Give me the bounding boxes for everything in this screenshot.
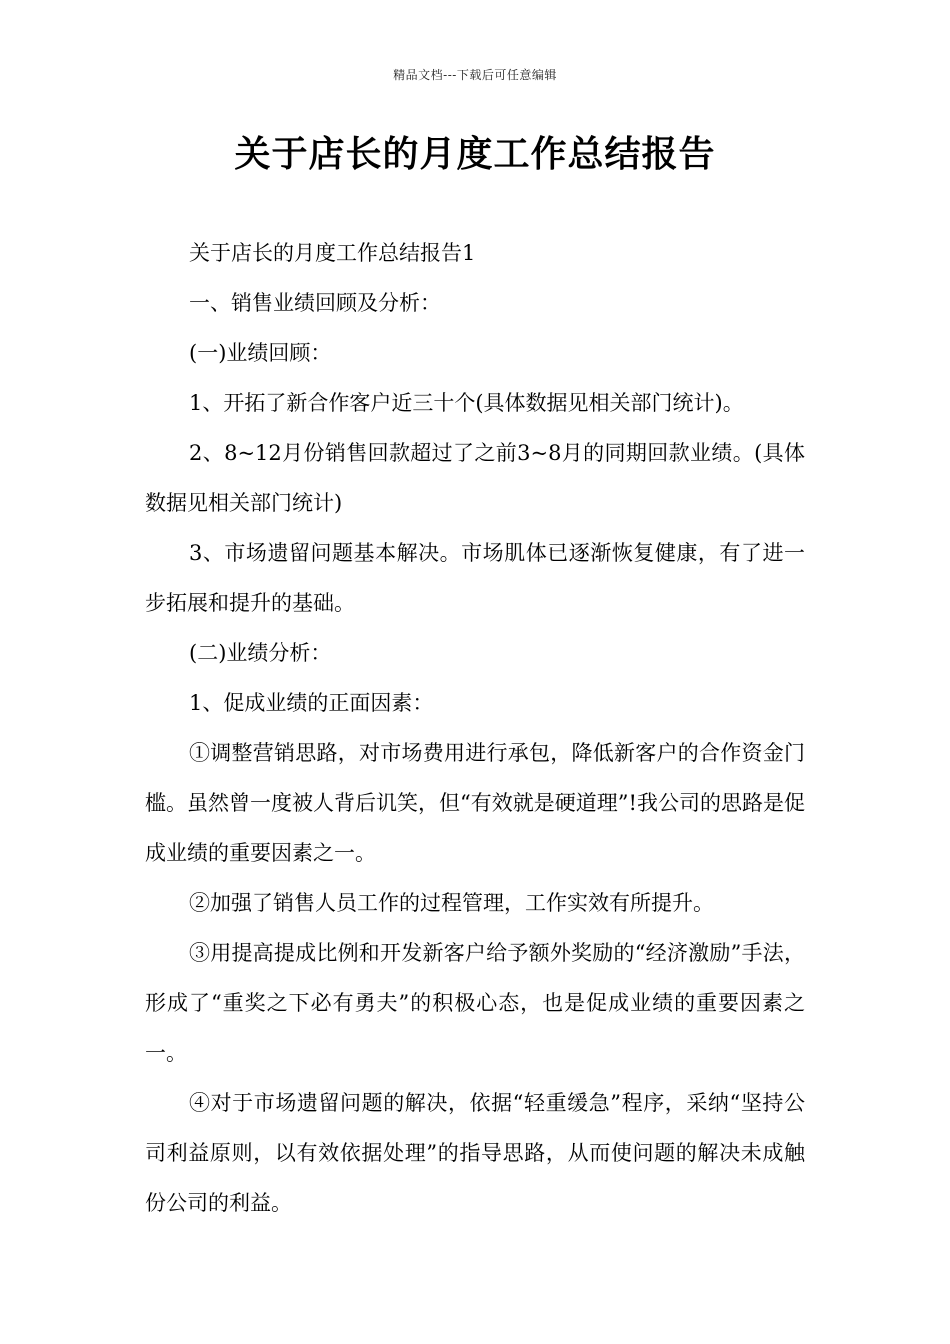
paragraph-factor-3: ③用提高提成比例和开发新客户给予额外奖励的“经济激励”手法，形成了“重奖之下必有勇夫”的积极心态，也是促成业绩的重要因素之一。 [145,941,805,1065]
paragraph-subsection-analysis: (二)业绩分析： [189,641,332,665]
document-body [145,228,805,1228]
paragraph-factor-4: ④对于市场遗留问题的解决，依据“轻重缓急”程序，采纳“坚持公司利益原则，以有效依据处理”的指导思路，从而使问题的解决未成触份公司的利益。 [145,1091,805,1215]
paragraph-review-item-3: 3、市场遗留问题基本解决。市场肌体已逐渐恢复健康，有了进一步拓展和提升的基础。 [145,541,805,615]
header-note: 精品文档---下载后可任意编辑 [393,68,557,82]
paragraph-subsection-review: (一)业绩回顾： [189,341,332,365]
paragraph-section-1-heading: 一、销售业绩回顾及分析： [189,291,441,315]
paragraph-factor-2: ②加强了销售人员工作的过程管理，工作实效有所提升。 [189,891,714,915]
paragraph-report-heading: 关于店长的月度工作总结报告1 [189,241,476,265]
paragraph-factor-1: ①调整营销思路，对市场费用进行承包，降低新客户的合作资金门槛。虽然曾一度被人背后讥笑，但“有效就是硬道理”!我公司的思路是促成业绩的重要因素之一。 [145,741,805,865]
paragraph-positive-factors: 1、促成业绩的正面因素： [189,691,434,715]
paragraph-review-item-2: 2、8~12月份销售回款超过了之前3~8月的同期回款业绩。(具体数据见相关部门统计) [145,441,805,515]
document-title: 关于店长的月度工作总结报告 [234,134,716,175]
paragraph-review-item-1: 1、开拓了新合作客户近三十个(具体数据见相关部门统计)。 [189,391,744,415]
